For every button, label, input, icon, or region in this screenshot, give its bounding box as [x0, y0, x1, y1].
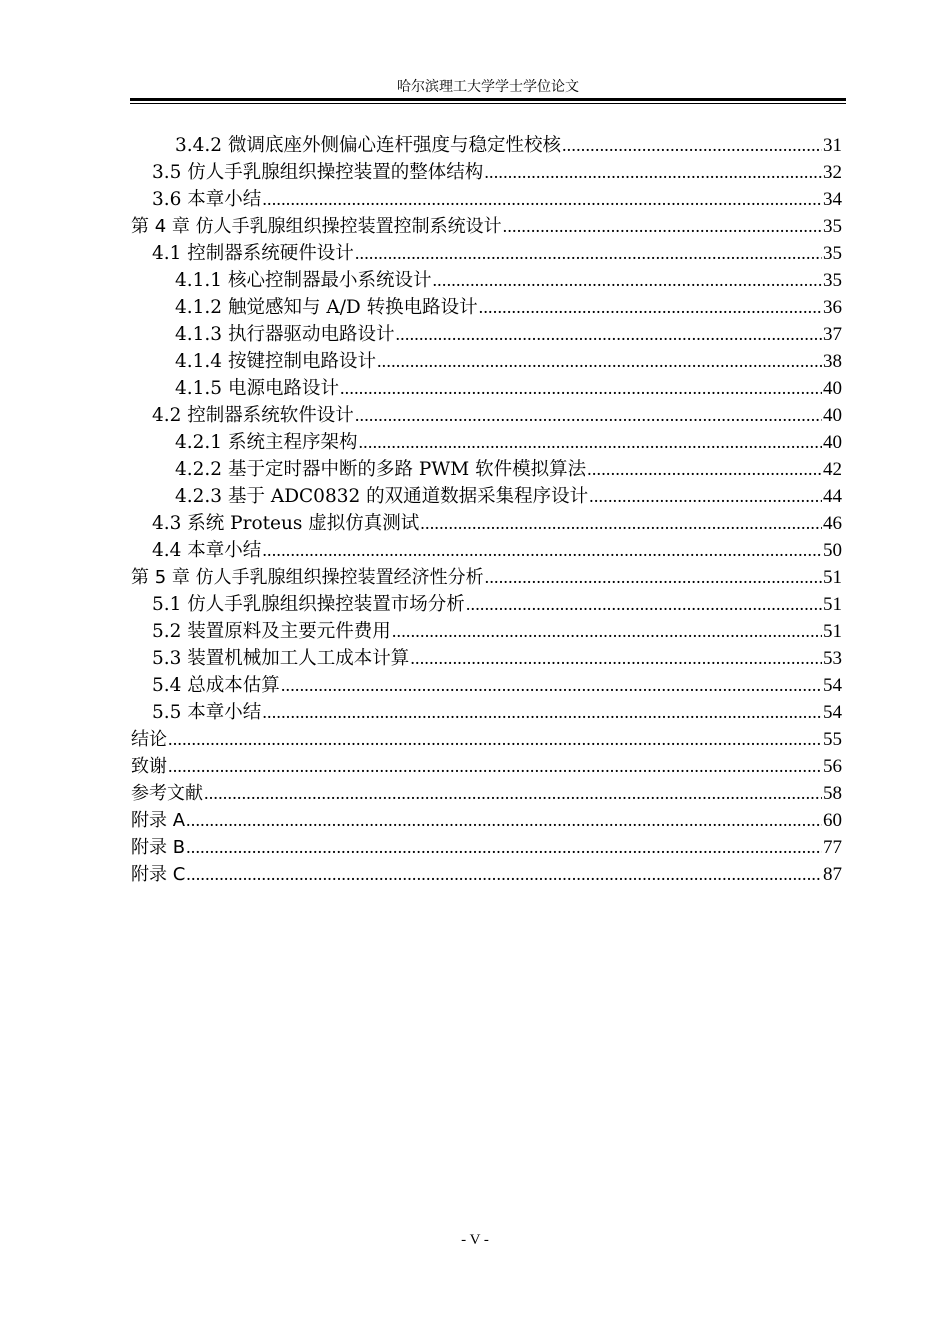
toc-dot-leader [358, 429, 822, 456]
toc-entry-label: 4.1.2 触觉感知与 A/D 转换电路设计 [175, 297, 478, 318]
toc-dot-leader [262, 537, 822, 564]
toc-entry[interactable] [131, 780, 842, 807]
toc-entry-page: 37 [823, 324, 842, 345]
toc-entry[interactable] [131, 402, 842, 429]
toc-entry[interactable] [131, 672, 842, 699]
toc-entry-page: 54 [823, 702, 842, 723]
toc-entry-label: 5.3 装置机械加工人工成本计算 [152, 648, 410, 669]
toc-dot-leader [562, 132, 822, 159]
toc-dot-leader [340, 375, 822, 402]
toc-entry-label: 4.1 控制器系统硬件设计 [152, 243, 354, 264]
toc-entry-page: 87 [823, 864, 842, 885]
toc-entry-label: 5.2 装置原料及主要元件费用 [152, 621, 391, 642]
toc-entry-page: 35 [823, 270, 842, 291]
toc-dot-leader [204, 780, 822, 807]
toc-entry-page: 34 [823, 189, 842, 210]
toc-dot-leader [355, 402, 822, 429]
toc-entry-page: 38 [823, 351, 842, 372]
toc-entry-page: 40 [823, 378, 842, 399]
toc-entry-label: 4.3 系统 Proteus 虚拟仿真测试 [152, 513, 420, 534]
toc-entry-label: 附录 C [131, 864, 186, 885]
toc-entry-label: 4.1.3 执行器驱动电路设计 [175, 324, 395, 345]
toc-entry-label: 3.4.2 微调底座外侧偏心连杆强度与稳定性校核 [175, 135, 561, 156]
toc-entry-page: 46 [823, 513, 842, 534]
toc-entry-label: 5.1 仿人手乳腺组织操控装置市场分析 [152, 594, 465, 615]
toc-dot-leader [420, 510, 822, 537]
toc-entry-label: 4.4 本章小结 [152, 540, 262, 561]
toc-entry-page: 40 [823, 432, 842, 453]
toc-entry-page: 53 [823, 648, 842, 669]
toc-entry-label: 第 5 章 仿人手乳腺组织操控装置经济性分析 [131, 567, 484, 588]
toc-entry-page: 44 [823, 486, 842, 507]
toc-dot-leader [392, 618, 822, 645]
toc-entry-page: 31 [823, 135, 842, 156]
toc-dot-leader [355, 240, 822, 267]
toc-dot-leader [186, 807, 822, 834]
toc-entry-label: 4.1.4 按键控制电路设计 [175, 351, 376, 372]
toc-entry[interactable] [131, 375, 842, 402]
toc-entry-label: 参考文献 [131, 783, 203, 804]
table-of-contents [131, 132, 842, 888]
page-number: - V - [461, 1232, 489, 1248]
toc-dot-leader [479, 294, 822, 321]
toc-entry-page: 36 [823, 297, 842, 318]
toc-dot-leader [168, 753, 822, 780]
toc-entry[interactable] [131, 159, 842, 186]
toc-dot-leader [168, 726, 822, 753]
toc-entry-label: 5.4 总成本估算 [152, 675, 280, 696]
toc-entry[interactable] [131, 564, 842, 591]
toc-entry[interactable] [131, 645, 842, 672]
toc-entry-label: 3.5 仿人手乳腺组织操控装置的整体结构 [152, 162, 484, 183]
toc-entry-page: 32 [823, 162, 842, 183]
toc-dot-leader [186, 834, 822, 861]
toc-entry[interactable] [131, 348, 842, 375]
toc-entry[interactable] [131, 240, 842, 267]
toc-dot-leader [589, 483, 822, 510]
header-rule-thin [130, 103, 846, 104]
toc-entry-page: 40 [823, 405, 842, 426]
toc-entry[interactable] [131, 429, 842, 456]
header-rule-thick [130, 98, 846, 101]
toc-entry[interactable] [131, 267, 842, 294]
toc-entry[interactable] [131, 510, 842, 537]
toc-entry[interactable] [131, 591, 842, 618]
toc-entry[interactable] [131, 132, 842, 159]
toc-entry-label: 4.1.5 电源电路设计 [175, 378, 339, 399]
toc-entry-label: 附录 A [131, 810, 186, 831]
toc-dot-leader [484, 159, 822, 186]
toc-entry[interactable] [131, 537, 842, 564]
toc-dot-leader [485, 564, 822, 591]
toc-entry[interactable] [131, 213, 842, 240]
toc-entry-label: 4.2.1 系统主程序架构 [175, 432, 358, 453]
toc-entry-label: 附录 B [131, 837, 186, 858]
toc-entry[interactable] [131, 321, 842, 348]
toc-dot-leader [281, 672, 822, 699]
toc-entry-label: 4.1.1 核心控制器最小系统设计 [175, 270, 432, 291]
toc-entry-page: 35 [823, 243, 842, 264]
toc-entry-label: 5.5 本章小结 [152, 702, 262, 723]
toc-entry[interactable] [131, 294, 842, 321]
toc-entry-page: 55 [823, 729, 842, 750]
toc-entry-page: 42 [823, 459, 842, 480]
toc-dot-leader [432, 267, 822, 294]
toc-entry-page: 51 [823, 567, 842, 588]
toc-entry-label: 4.2.3 基于 ADC0832 的双通道数据采集程序设计 [175, 486, 589, 507]
toc-entry-page: 77 [823, 837, 842, 858]
toc-entry-label: 4.2 控制器系统软件设计 [152, 405, 354, 426]
toc-dot-leader [410, 645, 822, 672]
toc-entry[interactable] [131, 618, 842, 645]
toc-entry[interactable] [131, 834, 842, 861]
toc-entry[interactable] [131, 186, 842, 213]
toc-entry-label: 第 4 章 仿人手乳腺组织操控装置控制系统设计 [131, 216, 502, 237]
toc-entry-label: 4.2.2 基于定时器中断的多路 PWM 软件模拟算法 [175, 459, 587, 480]
toc-entry-page: 60 [823, 810, 842, 831]
toc-entry-page: 54 [823, 675, 842, 696]
toc-entry[interactable] [131, 753, 842, 780]
toc-entry-page: 56 [823, 756, 842, 777]
toc-entry[interactable] [131, 807, 842, 834]
toc-dot-leader [262, 699, 822, 726]
toc-entry-page: 58 [823, 783, 842, 804]
toc-entry-page: 51 [823, 621, 842, 642]
toc-entry-page: 51 [823, 594, 842, 615]
toc-dot-leader [377, 348, 822, 375]
toc-dot-leader [262, 186, 822, 213]
toc-dot-leader [503, 213, 822, 240]
toc-dot-leader [587, 456, 822, 483]
toc-entry[interactable] [131, 483, 842, 510]
toc-entry-label: 结论 [131, 729, 167, 750]
toc-dot-leader [186, 861, 822, 888]
running-header: 哈尔滨理工大学学士学位论文 [397, 79, 579, 95]
toc-entry-label: 致谢 [131, 756, 167, 777]
toc-entry-label: 3.6 本章小结 [152, 189, 262, 210]
toc-entry[interactable] [131, 861, 842, 888]
toc-dot-leader [466, 591, 822, 618]
toc-entry-page: 50 [823, 540, 842, 561]
toc-entry[interactable] [131, 726, 842, 753]
toc-dot-leader [395, 321, 822, 348]
toc-entry[interactable] [131, 699, 842, 726]
toc-entry[interactable] [131, 456, 842, 483]
toc-entry-page: 35 [823, 216, 842, 237]
